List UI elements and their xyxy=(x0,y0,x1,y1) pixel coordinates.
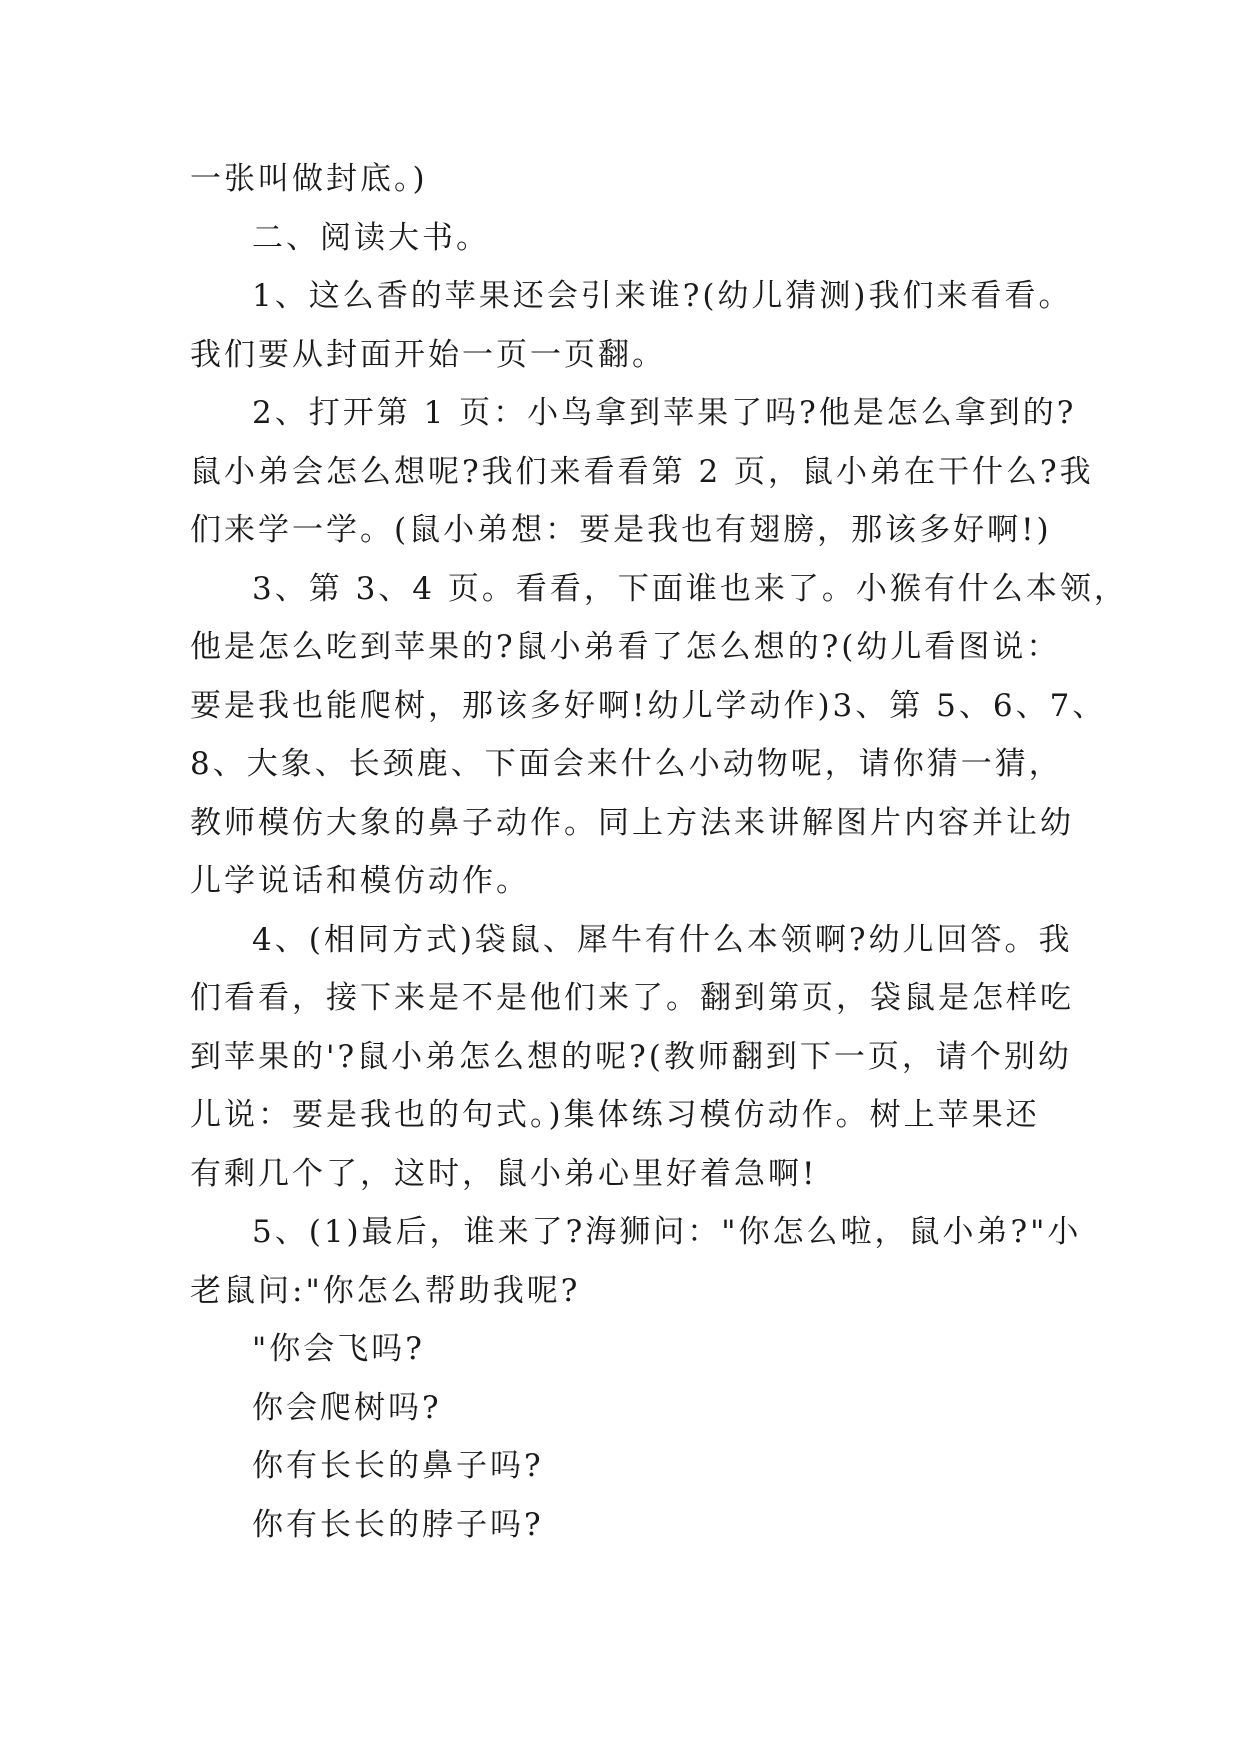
text-line: 3、第 3、4 页。看看，下面谁也来了。小猴有什么本领， xyxy=(252,570,1128,607)
text-line: 你有长长的脖子吗? xyxy=(252,1506,544,1543)
text-line: 到苹果的'?鼠小弟怎么想的呢?(教师翻到下一页，请个别幼 xyxy=(190,1038,1072,1075)
text-line: 你有长长的鼻子吗? xyxy=(252,1448,544,1484)
text-line: 有剩几个了，这时，鼠小弟心里好着急啊! xyxy=(190,1155,818,1192)
document-body xyxy=(190,150,1128,1554)
text-line: 1、这么香的苹果还会引来谁?(幼儿猜测)我们来看看。 xyxy=(252,278,1073,314)
text-line: 我们要从封面开始一页一页翻。 xyxy=(190,336,666,373)
text-line: 5、(1)最后，谁来了?海狮问："你怎么啦，鼠小弟?"小 xyxy=(252,1214,1082,1250)
text-line: 要是我也能爬树，那该多好啊!幼儿学动作)3、第 5、6、7、 xyxy=(190,687,1107,724)
text-line: 4、(相同方式)袋鼠、犀牛有什么本领啊?幼儿回答。我 xyxy=(252,921,1073,958)
text-line: 教师模仿大象的鼻子动作。同上方法来讲解图片内容并让幼 xyxy=(190,804,1074,841)
text-line: 8、大象、长颈鹿、下面会来什么小动物呢，请你猜一猜， xyxy=(190,746,1063,782)
text-line: 儿说：要是我也的句式。)集体练习模仿动作。树上苹果还 xyxy=(190,1097,1040,1133)
text-line: 儿学说话和模仿动作。 xyxy=(190,863,530,899)
text-line: 2、打开第 1 页：小鸟拿到苹果了吗?他是怎么拿到的? xyxy=(252,395,1077,431)
section-heading: 二、阅读大书。 xyxy=(252,219,490,256)
text-line: 一张叫做封底。) xyxy=(190,161,428,197)
text-line: 鼠小弟会怎么想呢?我们来看看第 2 页，鼠小弟在干什么?我 xyxy=(190,453,1094,490)
text-line: 他是怎么吃到苹果的?鼠小弟看了怎么想的?(幼儿看图说： xyxy=(190,629,1061,665)
text-line: "你会飞吗? xyxy=(252,1331,425,1367)
text-line: 们看看，接下来是不是他们来了。翻到第页，袋鼠是怎样吃 xyxy=(190,980,1074,1016)
text-line: 们来学一学。(鼠小弟想：要是我也有翅膀，那该多好啊!) xyxy=(190,512,1052,548)
text-line: 你会爬树吗? xyxy=(252,1389,442,1426)
text-line: 老鼠问:"你怎么帮助我呢? xyxy=(190,1272,581,1309)
